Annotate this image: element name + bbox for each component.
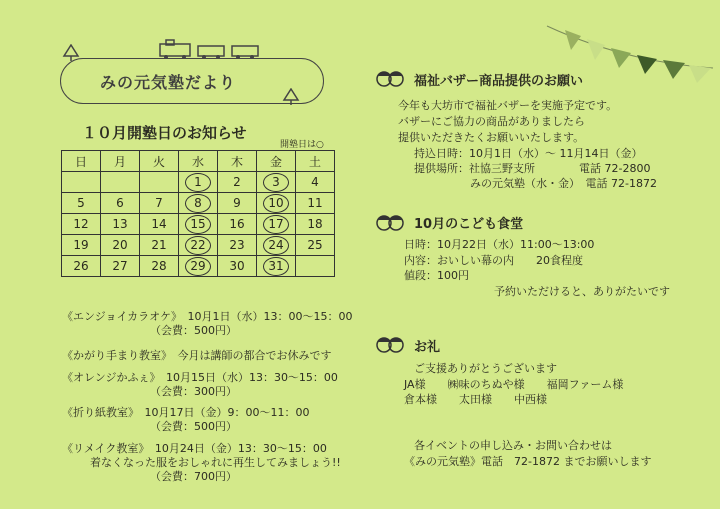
event-temari: 《かがり手まり教室》 今月は講師の都合でお休みです: [62, 349, 332, 362]
weekday-cell: 火: [140, 151, 179, 172]
event-origami: 《折り紙教室》 10月17日（金）9：00〜11：00: [62, 406, 310, 419]
calendar-day-cell: [101, 172, 140, 193]
calendar-day-cell: [218, 235, 257, 256]
calendar-day-cell: [218, 214, 257, 235]
day-number: 2: [233, 175, 241, 189]
calendar-day-cell: [296, 235, 335, 256]
day-number: 30: [229, 259, 245, 273]
kids-line: 日時：10月22日（水）11:00〜13:00: [404, 238, 595, 251]
calendar-body: [62, 172, 335, 277]
calendar-day-cell: [179, 172, 218, 193]
day-number: 18: [307, 217, 323, 231]
calendar-day-cell: [101, 235, 140, 256]
calendar-week-row: [62, 256, 335, 277]
day-number: 11: [307, 196, 323, 210]
bazaar-place-2: みの元気塾（水・金） 電話 72-1872: [470, 177, 657, 190]
day-number: 14: [151, 217, 167, 231]
calendar-day-cell: [62, 256, 101, 277]
calendar-day-cell: [218, 193, 257, 214]
train-icon: [150, 38, 270, 60]
thanks-line: ご支援ありがとうございます: [414, 362, 557, 375]
calendar-day-cell: [62, 193, 101, 214]
day-number: 13: [112, 217, 128, 231]
day-number: 4: [311, 175, 319, 189]
bazaar-title: 福祉バザー商品提供のお願い: [414, 74, 584, 89]
day-number: 19: [73, 238, 89, 252]
calendar-day-cell: [296, 256, 335, 277]
calendar-day-cell: [218, 172, 257, 193]
calendar-table: [61, 150, 335, 277]
thanks-title: お礼: [414, 340, 441, 355]
event-orange-cafe-fee: （会費：300円）: [150, 385, 237, 398]
bazaar-line: バザーにご協力の商品がありましたら: [398, 115, 585, 128]
day-number: 23: [229, 238, 245, 252]
calendar-week-row: [62, 214, 335, 235]
event-remake-fee: （会費：700円）: [150, 470, 237, 483]
calendar-day-cell: [140, 256, 179, 277]
calendar-day-cell: [179, 214, 218, 235]
day-number: 9: [233, 196, 241, 210]
weekday-cell: 木: [218, 151, 257, 172]
open-day-number: 29: [185, 257, 211, 276]
open-day-number: 22: [185, 236, 211, 255]
calendar-week-row: [62, 235, 335, 256]
calendar-week-row: [62, 193, 335, 214]
calendar-day-cell: [62, 235, 101, 256]
day-number: 20: [112, 238, 128, 252]
day-number: 26: [73, 259, 89, 273]
open-day-number: 1: [185, 173, 211, 192]
weekday-cell: 金: [257, 151, 296, 172]
footer-line: 各イベントの申し込み・お問い合わせは: [414, 439, 612, 452]
bazaar-place: 提供場所：社協三野支所 電話 72-2800: [414, 162, 651, 175]
acorn-icon: [374, 66, 406, 88]
day-number: 7: [155, 196, 163, 210]
weekday-cell: 日: [62, 151, 101, 172]
calendar-day-cell: [140, 172, 179, 193]
calendar-day-cell: [140, 214, 179, 235]
calendar-day-cell: [257, 235, 296, 256]
calendar-header-row: [62, 151, 335, 172]
calendar-day-cell: [257, 172, 296, 193]
weekday-cell: 月: [101, 151, 140, 172]
kids-line: 値段：100円: [404, 269, 469, 282]
calendar-day-cell: [140, 193, 179, 214]
calendar-day-cell: [140, 235, 179, 256]
newsletter-title: みの元気塾だより: [100, 73, 237, 92]
acorn-icon: [374, 332, 406, 354]
weekday-cell: 土: [296, 151, 335, 172]
calendar-day-cell: [179, 235, 218, 256]
event-remake: 《リメイク教室》 10月24日（金）13：30〜15：00: [62, 442, 327, 455]
calendar-day-cell: [101, 193, 140, 214]
event-orange-cafe: 《オレンジかふぇ》 10月15日（水）13：30〜15：00: [62, 371, 338, 384]
calendar-day-cell: [101, 214, 140, 235]
thanks-sponsors: JA様 ㈱味のちぬや様 福岡ファーム様: [404, 378, 624, 391]
weekday-cell: 水: [179, 151, 218, 172]
bazaar-line: 提供いただきたくお願いいたします。: [398, 131, 585, 144]
open-day-number: 3: [263, 173, 289, 192]
calendar-day-cell: [101, 256, 140, 277]
event-karaoke: 《エンジョイカラオケ》 10月1日（水）13：00〜15：00: [62, 310, 353, 323]
bazaar-line: 今年も大坊市で福祉バザーを実施予定です。: [398, 99, 618, 112]
calendar-note: 開塾日は○: [280, 140, 324, 150]
calendar-day-cell: [179, 193, 218, 214]
day-number: 28: [151, 259, 167, 273]
event-origami-fee: （会費：500円）: [150, 420, 237, 433]
day-number: 12: [73, 217, 89, 231]
open-day-number: 8: [185, 194, 211, 213]
calendar-day-cell: [218, 256, 257, 277]
day-number: 27: [112, 259, 128, 273]
day-number: 5: [77, 196, 85, 210]
event-remake-note: 着なくなった服をおしゃれに再生してみましょう!!: [90, 456, 341, 469]
event-karaoke-fee: （会費：500円）: [150, 324, 237, 337]
calendar-day-cell: [257, 193, 296, 214]
open-day-number: 15: [185, 215, 211, 234]
calendar-day-cell: [257, 214, 296, 235]
day-number: 16: [229, 217, 245, 231]
day-number: 21: [151, 238, 167, 252]
calendar-week-row: [62, 172, 335, 193]
calendar-title: １０月開塾日のお知らせ: [82, 124, 247, 142]
day-number: 25: [307, 238, 323, 252]
calendar-day-cell: [179, 256, 218, 277]
day-number: 6: [116, 196, 124, 210]
footer-contact: 《みの元気塾》電話 72-1872 までお願いします: [404, 455, 652, 468]
kids-cafeteria-title: 10月のこども食堂: [414, 217, 524, 232]
calendar-day-cell: [62, 172, 101, 193]
open-day-number: 10: [263, 194, 289, 213]
calendar-day-cell: [296, 172, 335, 193]
kids-line: 内容：おいしい幕の内 20食程度: [404, 254, 583, 267]
calendar-day-cell: [296, 193, 335, 214]
calendar-day-cell: [62, 214, 101, 235]
open-day-number: 24: [263, 236, 289, 255]
open-day-number: 17: [263, 215, 289, 234]
open-day-number: 31: [263, 257, 289, 276]
calendar-day-cell: [296, 214, 335, 235]
thanks-sponsors: 倉本様 太田様 中西様: [404, 393, 547, 406]
bazaar-dates: 持込日時：10月1日（水）〜 11月14日（金）: [414, 147, 643, 160]
calendar-day-cell: [257, 256, 296, 277]
acorn-icon: [374, 210, 406, 232]
kids-note: 予約いただけると、ありがたいです: [494, 285, 670, 298]
